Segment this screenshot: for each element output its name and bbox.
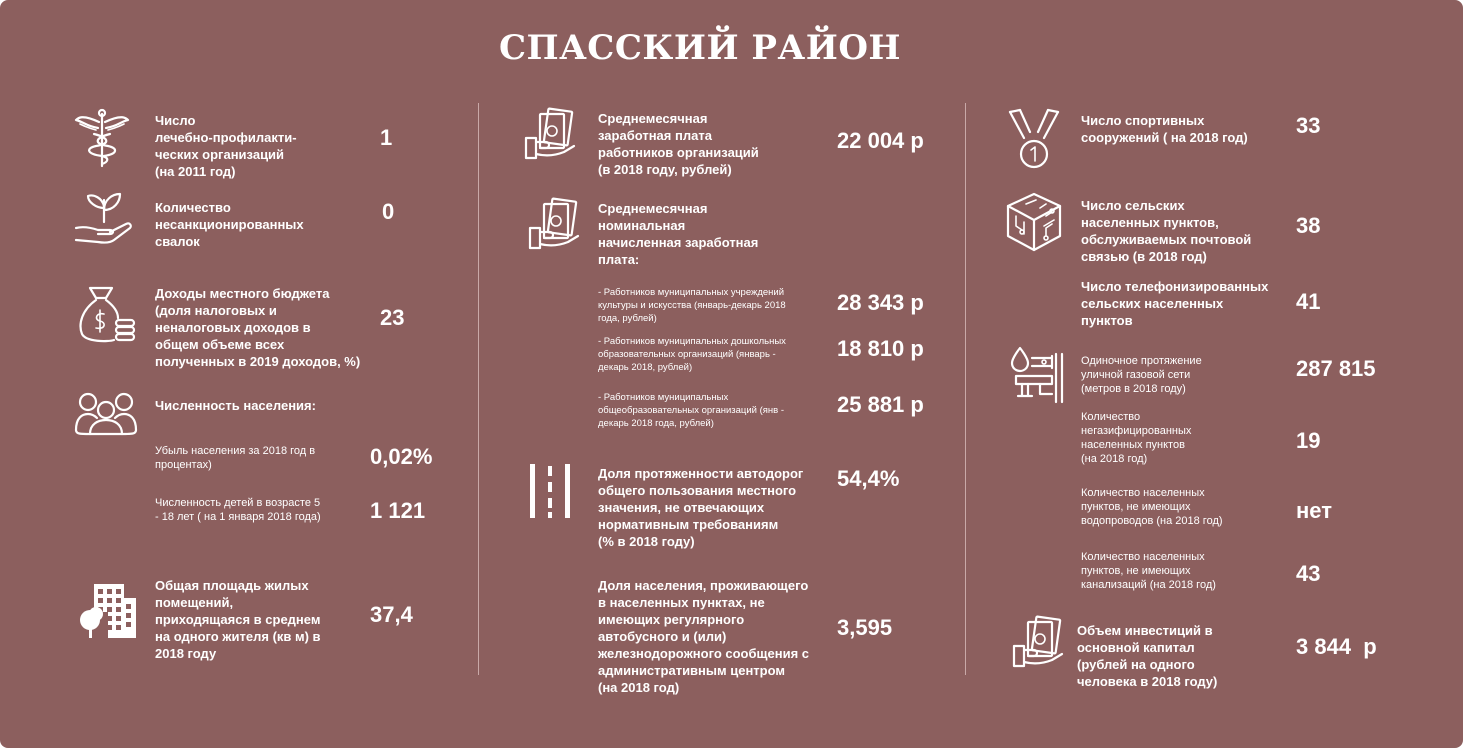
gas-label: Одиночное протяжение уличной газовой сети (метров в 2018 году) — [1081, 355, 1202, 395]
roads-value: 54,4% — [837, 466, 900, 491]
school-salary-value: 25 881 р — [837, 392, 924, 417]
culture-salary-label: - Работников муниципальных учреждений культуры и искусства (январь-декарь 2018 года, рублей) — [598, 287, 786, 324]
postal-value: 38 — [1296, 213, 1321, 238]
salary-label: Среднемесячная заработная плата работников организаций (в 2018 году, рублей) — [598, 111, 759, 177]
dumps-label: Количество несанкционированных свалок — [155, 200, 304, 249]
children-label: Численность детей в возрасте 5 - 18 лет ( на 1 января 2018 года) — [155, 497, 321, 523]
people-group-icon — [74, 390, 138, 438]
population-label: Численность населения: — [155, 398, 316, 413]
sports-label: Число спортивных сооружений ( на 2018 год) — [1081, 113, 1248, 145]
water-label: Количество населенных пунктов, не имеющих водопроводов (на 2018 год) — [1081, 487, 1223, 527]
money-bag-coins-icon — [78, 284, 136, 344]
sewer-label: Количество населенных пунктов, не имеющих канализаций (на 2018 год) — [1081, 551, 1216, 591]
sports-value: 33 — [1296, 113, 1321, 138]
budget-label: Доходы местного бюджета (доля налоговых и неналоговых доходов в общем объеме всех полученных в 2019 доходов, %) — [155, 286, 361, 369]
decline-label: Убыль населения за 2018 год в процентах) — [155, 445, 316, 471]
hand-money-icon — [528, 196, 582, 250]
road-icon — [528, 462, 572, 520]
school-salary-label: - Работников муниципальных общеобразовательных организаций (янв - декарь 2018 года, рублей) — [598, 392, 785, 429]
phone-label: Число телефонизированных сельских населенных пунктов — [1081, 279, 1269, 328]
preschool-salary-label: - Работников муниципальных дошкольных образовательных организаций (январь - декарь 2018, рублей) — [598, 336, 786, 373]
page-title: СПАССКИЙ РАЙОН — [498, 28, 902, 68]
water-value: нет — [1296, 498, 1333, 523]
med-orgs-label: Число лечебно-профилакти- ческих организаций (на 2011 год) — [155, 113, 297, 179]
postal-label: Число сельских населенных пунктов, обслуживаемых почтовой связью (в 2018 год) — [1081, 198, 1252, 264]
budget-value: 23 — [380, 305, 405, 330]
medal-icon — [1006, 108, 1062, 170]
nogas-value: 19 — [1296, 428, 1321, 453]
building-tree-icon — [76, 582, 136, 640]
circuit-box-icon — [1006, 192, 1062, 252]
invest-label: Объем инвестиций в основной капитал (рублей на одного человека в 2018 году) — [1077, 623, 1218, 689]
invest-value: 3 844 р — [1296, 634, 1377, 659]
sprout-hand-icon — [74, 188, 134, 246]
hand-money-icon — [1012, 614, 1066, 668]
housing-label: Общая площадь жилых помещений, приходящаяся в среднем на одного жителя (кв м) в 2018 году — [155, 578, 321, 661]
housing-value: 37,4 — [370, 602, 413, 627]
sewer-value: 43 — [1296, 561, 1321, 586]
phone-value: 41 — [1296, 289, 1321, 314]
children-value: 1 121 — [370, 498, 426, 523]
hand-money-icon — [524, 106, 578, 160]
column-divider-left — [478, 103, 479, 675]
roads-label: Доля протяженности автодорог общего пользования местного значения, не отвечающих нормативным требованиям (% в 2018 году) — [598, 466, 804, 549]
nominal-salary-label: Среднемесячная номинальная начисленная заработная плата: — [598, 201, 759, 267]
dumps-value: 0 — [382, 199, 395, 224]
transport-value: 3,595 — [837, 615, 893, 640]
transport-label: Доля населения, проживающего в населенных пунктах, не имеющих регулярного автобусного и (или) железнодорожного сообщения с административным центром (на 2018 год) — [598, 578, 809, 695]
med-orgs-value: 1 — [380, 125, 393, 150]
salary-value: 22 004 р — [837, 128, 924, 153]
gas-value: 287 815 — [1296, 356, 1376, 381]
decline-value: 0,02% — [370, 444, 433, 469]
column-divider-right — [965, 103, 966, 675]
preschool-salary-value: 18 810 р — [837, 336, 924, 361]
culture-salary-value: 28 343 р — [837, 290, 924, 315]
caduceus-icon — [74, 108, 130, 168]
nogas-label: Количество негазифицированных населенных пунктов (на 2018 год) — [1081, 411, 1192, 465]
gas-pipe-icon — [1006, 346, 1066, 404]
